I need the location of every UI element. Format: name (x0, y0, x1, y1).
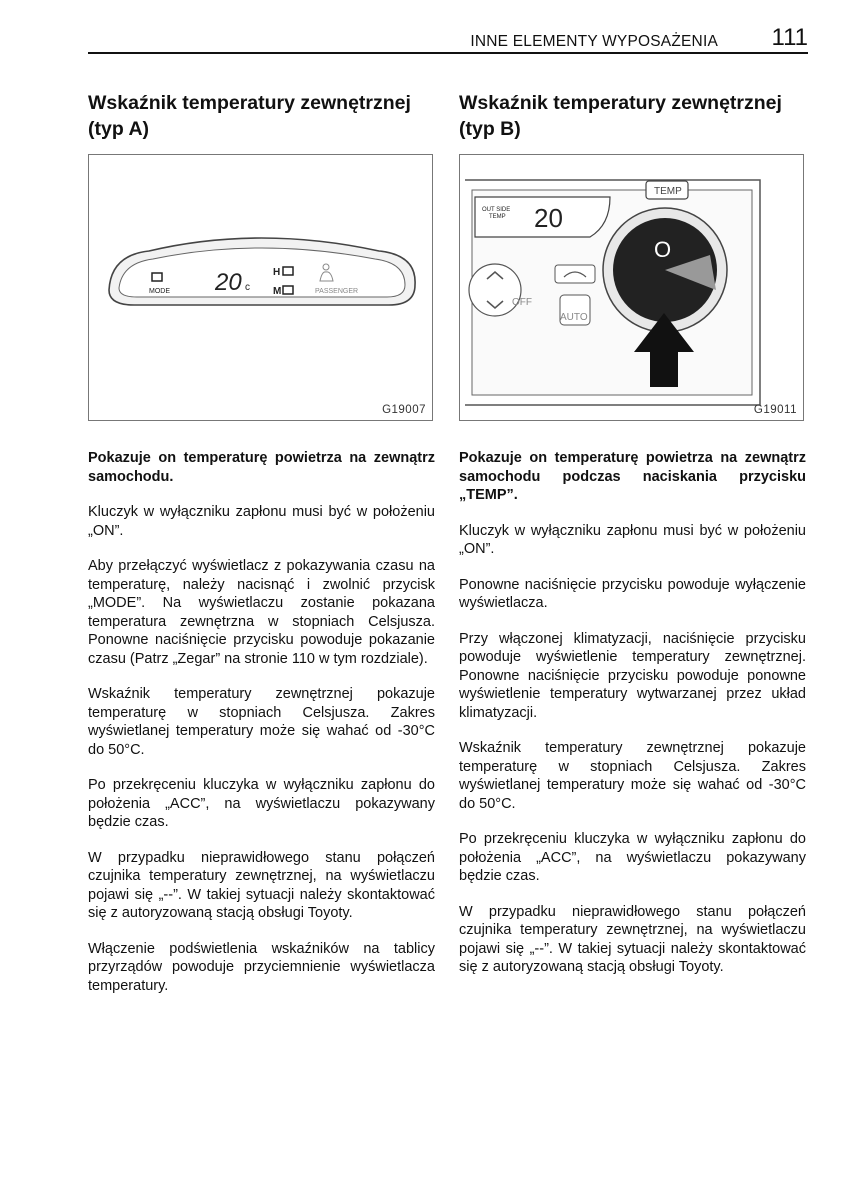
off-button-label: OFF (512, 297, 532, 308)
control-panel-illustration-b (460, 155, 803, 420)
page-header (88, 24, 808, 54)
display-illustration-a (89, 155, 432, 420)
temp-button-label: TEMP (654, 186, 682, 197)
heading-line-1: Wskaźnik temperatury zewnętrznej (88, 92, 411, 114)
heading-type-b (459, 90, 806, 142)
paragraph: W przypadku nieprawidłowego stanu połączeń czujnika temperatury zewnętrznej, na wyświetlaczu pojawi się „--”. W takiej sytuacji należy skontaktować się z autoryzowaną stacją obsługi Toyoty. (88, 849, 435, 921)
paragraph: Włączenie podświetlenia wskaźników na tablicy przyrządów powoduje przyciemnienie wyświetlacza temperatury. (88, 940, 435, 994)
outside-label-1: OUT SIDE (482, 207, 511, 213)
paragraph: Wskaźnik temperatury zewnętrznej pokazuje temperaturę w stopniach Celsjusza. Zakres wyświetlanej temperatury może się wahać od -30°C do 50°C. (459, 740, 806, 812)
heading-type-a (88, 90, 435, 142)
figure-code-b: G19011 (753, 404, 797, 416)
lead-paragraph: Pokazuje on temperaturę powietrza na zewnątrz samochodu podczas naciskania przycisku „TEMP”. (459, 450, 806, 503)
figure-code-a: G19007 (382, 404, 426, 416)
paragraph: Ponowne naciśnięcie przycisku powoduje wyłączenie wyświetlacza. (459, 576, 806, 611)
minute-label: M (273, 286, 282, 297)
column-type-a (88, 90, 435, 995)
lead-paragraph: Pokazuje on temperaturę powietrza na zewnątrz samochodu. (88, 450, 435, 485)
paragraph: Wskaźnik temperatury zewnętrznej pokazuje temperaturę w stopniach Celsjusza. Zakres wyświetlanej temperatury może się wahać od -30°C do 50°C. (88, 686, 435, 758)
paragraph: Po przekręceniu kluczyka w wyłączniku zapłonu do położenia „ACC”, na wyświetlaczu pokazywany będzie czas. (88, 777, 435, 830)
hour-label: H (273, 267, 281, 278)
heading-line-2: (typ B) (459, 118, 521, 140)
auto-button-label: AUTO (560, 312, 588, 323)
outside-label-2: TEMP (489, 214, 506, 220)
figure-type-b (459, 154, 804, 421)
minute-button-icon (283, 286, 293, 294)
heading-line-1: Wskaźnik temperatury zewnętrznej (459, 92, 782, 114)
figure-type-a (88, 154, 433, 421)
mode-button-icon (152, 273, 162, 281)
paragraph: Po przekręceniu kluczyka w wyłączniku zapłonu do położenia „ACC”, na wyświetlaczu pokazywany będzie czas. (459, 831, 806, 884)
paragraph: Kluczyk w wyłączniku zapłonu musi być w położeniu „ON”. (459, 522, 806, 557)
paragraph: Przy włączonej klimatyzacji, naciśnięcie przycisku powoduje wyświetlenie temperatury zewnętrznej. Ponowne naciśnięcie przycisku powoduje ponowne wyświetlenie temperatury wytwarzanej przez układ klimatyzacji. (459, 630, 806, 721)
display-temp-a: 20 (215, 269, 242, 296)
knob-label: O (654, 237, 672, 262)
heading-line-2: (typ A) (88, 118, 150, 140)
section-title: INNE ELEMENTY WYPOSAŻENIA (470, 33, 718, 50)
page-number: 111 (771, 24, 808, 51)
paragraph: Aby przełączyć wyświetlacz z pokazywania czasu na temperaturę, należy nacisnąć i zwolnić przycisk „MODE”. Na wyświetlaczu zostanie pokazana temperatura zewnętrzna w stopniach Celsjusza. Ponowne naciśnięcie przycisku powoduje pokazanie czasu (Patrz „Zegar” na stronie 110 w tym rozdziale). (88, 558, 435, 667)
hour-button-icon (283, 267, 293, 275)
passenger-label: PASSENGER (315, 288, 359, 295)
mode-label: MODE (149, 288, 170, 295)
paragraph: W przypadku nieprawidłowego stanu połączeń czujnika temperatury zewnętrznej, na wyświetlaczu pojawi się „--”. W takiej sytuacji należy skontaktować się z autoryzowaną stacją obsługi Toyoty. (459, 903, 806, 975)
display-temp-b: 20 (534, 203, 563, 233)
recirculation-button (555, 265, 595, 283)
column-type-b (459, 90, 806, 977)
temp-unit-a: c (245, 282, 250, 293)
paragraph: Kluczyk w wyłączniku zapłonu musi być w położeniu „ON”. (88, 504, 435, 539)
